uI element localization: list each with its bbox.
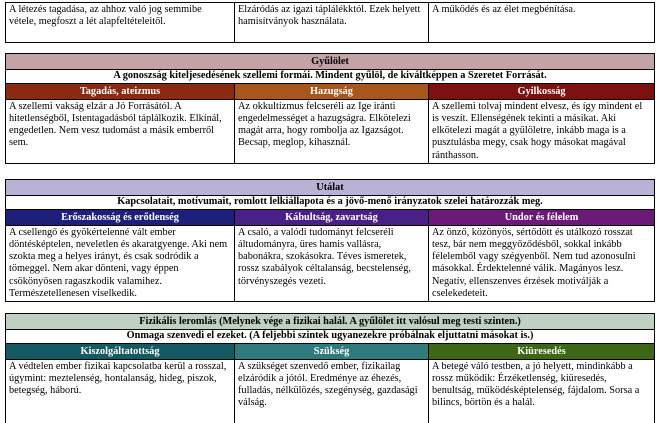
section-title-row (6, 54, 655, 70)
column-text: A védtelen ember fizikai kapcsolatba kerül a rosszal, úgymint: meztelenség, hontalanság, hideg, piszok, betegség, háború. (6, 359, 235, 423)
table-row (6, 3, 655, 43)
top-row-table (5, 2, 655, 43)
section-title: Utálat (6, 180, 655, 196)
column-text: Az okkultizmus felcseréli az Ige iránti engedelmességet a hazugságra. Elkötelezi magát arra, hogy rombolja az Igazságot. Becsap, meglop, kihasznál. (235, 99, 429, 163)
column-text: A betegé váló testben, a jó helyett, mindinkább a rossz működik: Érzéketlenség, kiüresedés, benultság, működésképtelenség, fájdalom. Sorsa a bilincs, börtön és a halál. (429, 359, 655, 423)
column-text: A szükséget szenvedő ember, fizikailag elzáródik a jótól. Eredménye az éhezés, fulladás, nélkülözés, szegénység, gazdasági válság. (235, 359, 429, 423)
section-gyulolet (5, 53, 655, 164)
column-heading: Undor és félelem (429, 209, 655, 225)
section-subtitle-row (6, 70, 655, 84)
section-subtitle: Kapcsolatait, motívumait, romlott lelkiállapota és a jövő-menő irányzatok szelei határozzák meg. (6, 196, 655, 210)
column-text: Az önző, közönyös, sértődött és utálkozó rosszat tesz, bár nem meggyőződésből, sokkal inkább félelemből vagy szégyenből. Nem tud azonosulni másokkal. Érdektelenné válik. Magányos lesz. Negatív, ellenszenves érzések motiválják a cselekedeteit. (429, 225, 655, 302)
column-heading: Gyilkosság (429, 83, 655, 99)
column-heading: Kiüresedés (429, 343, 655, 359)
section-fizikalis-leromlas (5, 313, 655, 423)
table-row (6, 225, 655, 302)
top-cell-1: A létezés tagadása, az ahhoz való jog semmibe vétele, megfoszt a lét alapfeltételeitől. (6, 3, 235, 43)
top-cell-3: A működés és az élet megbénítása. (429, 3, 655, 43)
column-text: A csaló, a valódi tudományt felcseréli áltudományra, üres hamis vallásra, babonákra, szokásokra. Téves ismeretek, rossz szabályok céltalanság, becstelenség, törvényszegés vezeti. (235, 225, 429, 302)
column-heading: Tagadás, ateizmus (6, 83, 235, 99)
section-title-row (6, 314, 655, 330)
section-title: Fizikális leromlás (Melynek vége a fizikai halál. A gyűlölet itt valósul meg testi szinten.) (6, 314, 655, 330)
section-subtitle: Önmaga szenvedi el ezeket. (A feljebbi szintek ugyanezekre próbálnak eljuttatni másokat is.) (6, 330, 655, 344)
column-text: A csellengő és gyökértelenné vált ember döntésképtelen, neveletlen és akaratgyenge. Aki nem szokta meg a helyes irányt, és csak sodródik a tömeggel. Nem akar dönteni, vagy éppen csökönyösen ragaszkodik valamihez. Természetellenesen viselkedik. (6, 225, 235, 302)
section-title: Gyűlölet (6, 54, 655, 70)
column-heading: Erőszakosság és erőtlenség (6, 209, 235, 225)
column-text: A szellemi tolvaj mindent elvesz, és így mindent el is veszít. Ellenségének tekinti a másikat. Aki elkötelezi magát a gyűlöletre, inkább maga is a pusztulásba megy, csak hogy másokat magával ránthasson. (429, 99, 655, 163)
table-row (6, 359, 655, 423)
column-heading: Hazugság (235, 83, 429, 99)
column-header-row (6, 343, 655, 359)
section-subtitle: A gonoszság kiteljesedésének szellemi formái. Mindent gyűlöl, de kiváltképpen a Szeretet Forrását. (6, 70, 655, 84)
column-heading: Kábultság, zavartság (235, 209, 429, 225)
column-text: A szellemi vakság elzár a Jó Forrásától. A hitetlenségből, Istentagadásból táplálkozik. Elkínál, engedetlen. Nem vesz tudomást a másik emberről sem. (6, 99, 235, 163)
column-heading: Szükség (235, 343, 429, 359)
section-subtitle-row (6, 196, 655, 210)
column-heading: Kiszolgáltatottság (6, 343, 235, 359)
section-title-row (6, 180, 655, 196)
top-cell-2: Elzáródás az igazi táplálékktól. Ezek helyett hamisítványok használata. (235, 3, 429, 43)
column-header-row (6, 209, 655, 225)
section-subtitle-row (6, 330, 655, 344)
column-header-row (6, 83, 655, 99)
section-utalat (5, 179, 655, 302)
table-row (6, 99, 655, 163)
